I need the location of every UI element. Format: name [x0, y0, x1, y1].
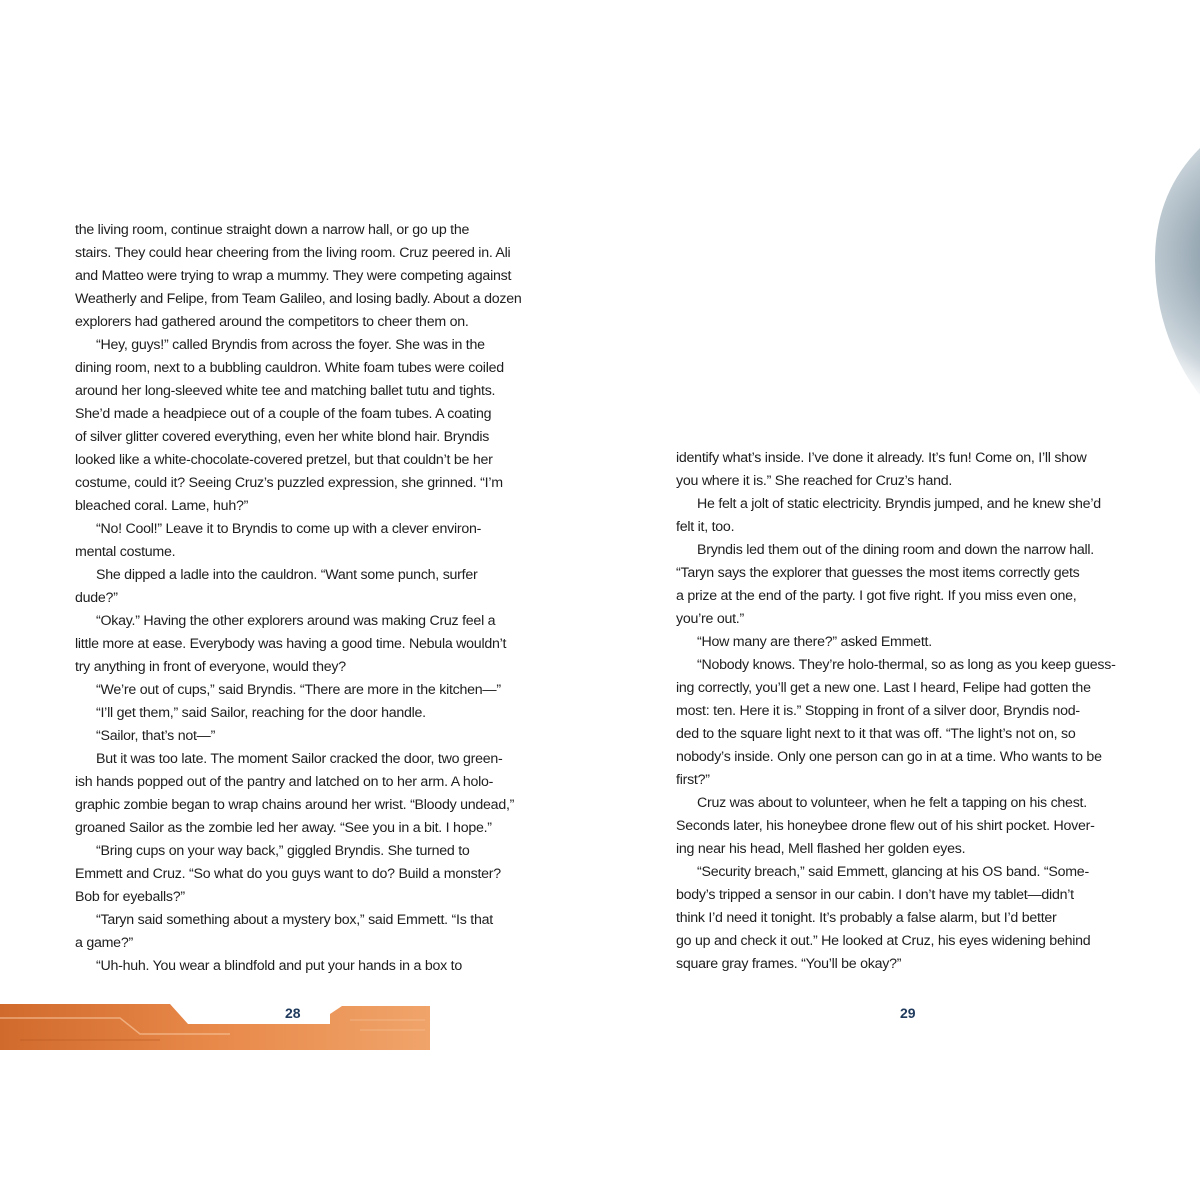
text-line: and Matteo were trying to wrap a mummy. They were competing against [75, 268, 512, 284]
text-line: “Uh-huh. You wear a blindfold and put your hands in a box to [96, 958, 462, 974]
text-line: “Bring cups on your way back,” giggled Bryndis. She turned to [96, 843, 470, 859]
text-line: “We’re out of cups,” said Bryndis. “There are more in the kitchen—” [96, 682, 501, 698]
text-line: you where it is.” She reached for Cruz’s hand. [676, 473, 953, 489]
text-line: Bryndis led them out of the dining room and down the narrow hall. [697, 542, 1095, 558]
text-line: “No! Cool!” Leave it to Bryndis to come up with a clever environ- [96, 521, 482, 537]
text-line: “Hey, guys!” called Bryndis from across the foyer. She was in the [96, 337, 485, 353]
text-line: felt it, too. [676, 519, 735, 535]
text-line: a game?” [75, 935, 133, 951]
text-line: Cruz was about to volunteer, when he felt a tapping on his chest. [697, 795, 1087, 811]
text-line: dude?” [75, 590, 118, 606]
text-line: “How many are there?” asked Emmett. [697, 634, 932, 650]
text-line: She’d made a headpiece out of a couple of the foam tubes. A coating [75, 406, 492, 422]
text-line: nobody’s inside. Only one person can go in at a time. Who wants to be [676, 749, 1102, 765]
text-line: But it was too late. The moment Sailor cracked the door, two green- [96, 751, 503, 767]
text-line: square gray frames. “You’ll be okay?” [676, 956, 902, 972]
text-line: around her long-sleeved white tee and matching ballet tutu and tights. [75, 383, 496, 399]
text-line: “Nobody knows. They’re holo-thermal, so as long as you keep guess- [697, 657, 1116, 673]
text-line: of silver glitter covered everything, even her white blond hair. Bryndis [75, 429, 490, 445]
text-line: bleached coral. Lame, huh?” [75, 498, 249, 514]
text-line: try anything in front of everyone, would they? [75, 659, 346, 675]
zombie-hands-door-illustration-icon [1140, 148, 1200, 450]
text-line: ing correctly, you’ll get a new one. Last I heard, Felipe had gotten the [676, 680, 1091, 696]
text-line: He felt a jolt of static electricity. Bryndis jumped, and he knew she’d [697, 496, 1101, 512]
text-line: Emmett and Cruz. “So what do you guys want to do? Build a monster? [75, 866, 501, 882]
text-line: the living room, continue straight down a narrow hall, or go up the [75, 222, 470, 238]
right-page-text [676, 447, 1136, 976]
text-line: “Taryn said something about a mystery box,” said Emmett. “Is that [96, 912, 493, 928]
text-line: “I’ll get them,” said Sailor, reaching for the door handle. [96, 705, 426, 721]
text-line: you’re out.” [676, 611, 744, 627]
text-line: Weatherly and Felipe, from Team Galileo, and losing badly. About a dozen [75, 291, 522, 307]
text-line: ded to the square light next to it that was off. “The light’s not on, so [676, 726, 1076, 742]
page-number-right: 29 [900, 1005, 916, 1021]
text-line: first?” [676, 772, 710, 788]
text-line: body’s tripped a sensor in our cabin. I don’t have my tablet—didn’t [676, 887, 1074, 903]
text-line: costume, could it? Seeing Cruz’s puzzled expression, she grinned. “I’m [75, 475, 503, 491]
text-line: mental costume. [75, 544, 176, 560]
text-line: “Taryn says the explorer that guesses the most items correctly gets [676, 565, 1080, 581]
text-line: think I’d need it tonight. It’s probably a false alarm, but I’d better [676, 910, 1057, 926]
text-line: little more at ease. Everybody was having a good time. Nebula wouldn’t [75, 636, 507, 652]
text-line: “Security breach,” said Emmett, glancing at his OS band. “Some- [697, 864, 1089, 880]
text-line: dining room, next to a bubbling cauldron. White foam tubes were coiled [75, 360, 504, 376]
left-page-text [75, 219, 535, 978]
page-number-left: 28 [285, 1005, 301, 1021]
text-line: explorers had gathered around the competitors to cheer them on. [75, 314, 469, 330]
text-line: a prize at the end of the party. I got five right. If you miss even one, [676, 588, 1077, 604]
text-line: Seconds later, his honeybee drone flew out of his shirt pocket. Hover- [676, 818, 1095, 834]
text-line: identify what’s inside. I’ve done it already. It’s fun! Come on, I’ll show [676, 450, 1087, 466]
text-line: graphic zombie began to wrap chains around her wrist. “Bloody undead,” [75, 797, 515, 813]
text-line: most: ten. Here it is.” Stopping in front of a silver door, Bryndis nod- [676, 703, 1080, 719]
text-line: “Sailor, that’s not—” [96, 728, 216, 744]
text-line: “Okay.” Having the other explorers around was making Cruz feel a [96, 613, 496, 629]
text-line: groaned Sailor as the zombie led her away. “See you in a bit. I hope.” [75, 820, 492, 836]
text-line: go up and check it out.” He looked at Cruz, his eyes widening behind [676, 933, 1091, 949]
footer-decoration-band [0, 1000, 430, 1052]
text-line: ish hands popped out of the pantry and latched on to her arm. A holo- [75, 774, 494, 790]
text-line: Bob for eyeballs?” [75, 889, 185, 905]
text-line: ing near his head, Mell flashed her golden eyes. [676, 841, 966, 857]
text-line: She dipped a ladle into the cauldron. “Want some punch, surfer [96, 567, 478, 583]
text-line: stairs. They could hear cheering from the living room. Cruz peered in. Ali [75, 245, 511, 261]
text-line: looked like a white-chocolate-covered pretzel, but that couldn’t be her [75, 452, 493, 468]
right-page [600, 0, 1200, 1200]
